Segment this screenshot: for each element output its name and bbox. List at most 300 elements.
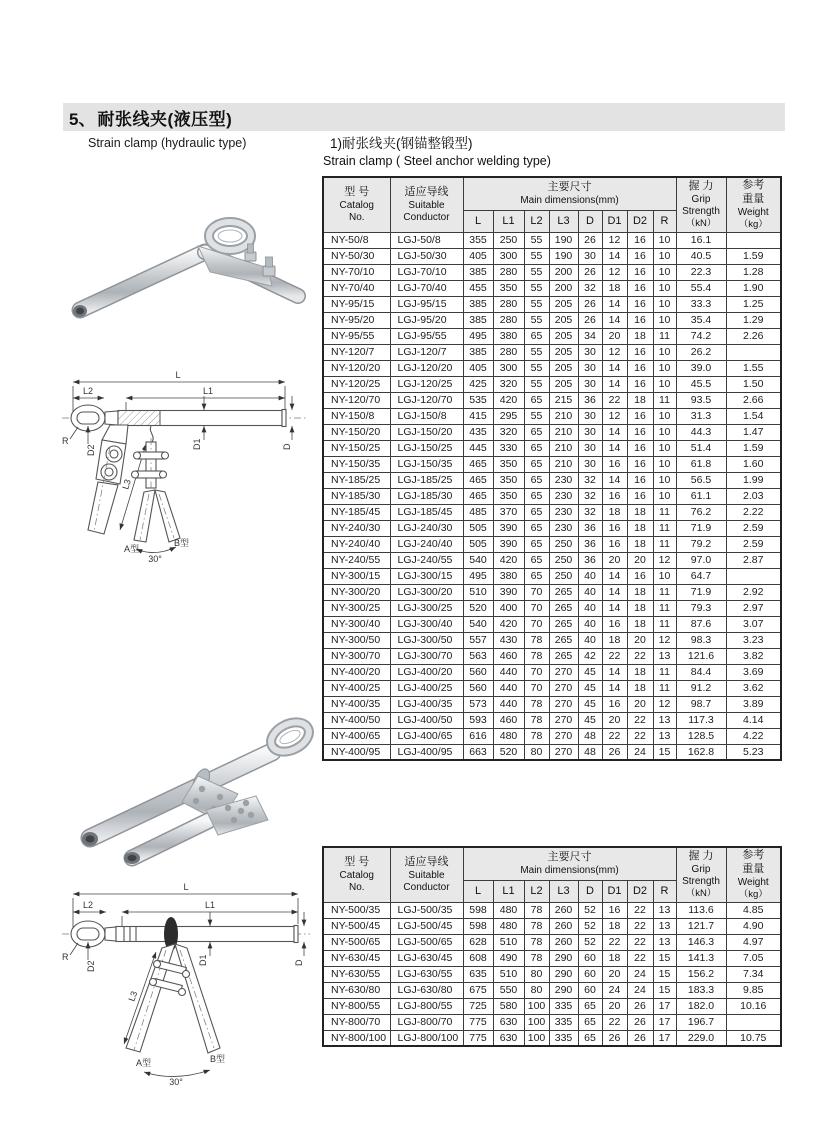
table-cell: 16 bbox=[627, 344, 653, 360]
table-cell: 12 bbox=[602, 264, 627, 280]
table-cell: 18 bbox=[627, 504, 653, 520]
table-cell: 608 bbox=[463, 950, 493, 966]
table-cell: 91.2 bbox=[676, 680, 726, 696]
table-cell: 430 bbox=[493, 632, 524, 648]
table-cell: 30 bbox=[578, 248, 602, 264]
table-cell: 1.29 bbox=[726, 312, 781, 328]
table-row bbox=[323, 552, 781, 568]
table-cell: 10 bbox=[653, 488, 676, 504]
table-cell: 182.0 bbox=[676, 998, 726, 1014]
table-cell: 1.50 bbox=[726, 376, 781, 392]
col-header-D2: D2 bbox=[627, 210, 653, 232]
table-cell: 16 bbox=[627, 232, 653, 248]
table-cell: 22 bbox=[627, 902, 653, 918]
table-cell: 16 bbox=[627, 472, 653, 488]
table-cell: 10.16 bbox=[726, 998, 781, 1014]
table-cell: 205 bbox=[549, 360, 578, 376]
table-cell: 11 bbox=[653, 616, 676, 632]
table-cell: 98.3 bbox=[676, 632, 726, 648]
table-cell: 16 bbox=[602, 616, 627, 632]
table-cell: 79.2 bbox=[676, 536, 726, 552]
table-cell: 11 bbox=[653, 328, 676, 344]
table-cell: NY-240/30 bbox=[323, 520, 390, 536]
table-cell: 3.23 bbox=[726, 632, 781, 648]
table-cell: LGJ-95/55 bbox=[390, 328, 463, 344]
table-cell: 22 bbox=[627, 648, 653, 664]
table-cell: 26 bbox=[578, 312, 602, 328]
table-cell: 205 bbox=[549, 328, 578, 344]
table-cell: 540 bbox=[463, 552, 493, 568]
col-header-L2: L2 bbox=[524, 210, 549, 232]
table-cell: 14 bbox=[602, 376, 627, 392]
table-cell: 270 bbox=[549, 680, 578, 696]
table-cell: 17 bbox=[653, 998, 676, 1014]
table-cell: 1.54 bbox=[726, 408, 781, 424]
table-cell: 30 bbox=[578, 456, 602, 472]
table-row bbox=[323, 680, 781, 696]
table-cell: 80 bbox=[524, 982, 549, 998]
table-cell: 24 bbox=[602, 982, 627, 998]
table-cell: 40 bbox=[578, 616, 602, 632]
table-cell: LGJ-120/20 bbox=[390, 360, 463, 376]
table-cell: 26 bbox=[602, 1030, 627, 1046]
table-cell: 128.5 bbox=[676, 728, 726, 744]
col-header-L3: L3 bbox=[549, 210, 578, 232]
table-cell: 350 bbox=[493, 456, 524, 472]
table-cell: 16 bbox=[627, 408, 653, 424]
table-cell: 405 bbox=[463, 248, 493, 264]
col-header-weight: 参考 重量 Weight （kg） bbox=[726, 177, 781, 232]
table-cell: 5.23 bbox=[726, 744, 781, 760]
table-cell: 55 bbox=[524, 264, 549, 280]
col-header-grip: 握 力 Grip Strength （kN） bbox=[676, 177, 726, 232]
table-cell: 40 bbox=[578, 568, 602, 584]
table-cell: NY-300/20 bbox=[323, 584, 390, 600]
table-cell: 162.8 bbox=[676, 744, 726, 760]
table-cell: 265 bbox=[549, 600, 578, 616]
table-cell: 79.3 bbox=[676, 600, 726, 616]
col-header-D: D bbox=[578, 210, 602, 232]
table-cell: 45 bbox=[578, 680, 602, 696]
col-header-D1: D1 bbox=[602, 880, 627, 902]
table-cell: 22 bbox=[627, 950, 653, 966]
table-cell bbox=[726, 344, 781, 360]
table-row bbox=[323, 312, 781, 328]
table-cell: 18 bbox=[602, 632, 627, 648]
table-cell: LGJ-120/7 bbox=[390, 344, 463, 360]
table-cell: 440 bbox=[493, 680, 524, 696]
table-cell: 32 bbox=[578, 280, 602, 296]
table-cell: 16.1 bbox=[676, 232, 726, 248]
table-cell: 270 bbox=[549, 712, 578, 728]
table-cell: 183.3 bbox=[676, 982, 726, 998]
table-cell: 22 bbox=[602, 728, 627, 744]
table-cell: 26 bbox=[627, 1030, 653, 1046]
table-cell: 22 bbox=[602, 392, 627, 408]
table-cell: 45.5 bbox=[676, 376, 726, 392]
table-row bbox=[323, 376, 781, 392]
table-cell: 55 bbox=[524, 312, 549, 328]
dim-label-l2: L2 bbox=[82, 900, 94, 910]
angle-label: 30° bbox=[148, 554, 162, 564]
table-cell: 14 bbox=[602, 584, 627, 600]
table-cell: LGJ-300/25 bbox=[390, 600, 463, 616]
table-cell: 196.7 bbox=[676, 1014, 726, 1030]
table-cell bbox=[726, 232, 781, 248]
table-cell: 55 bbox=[524, 360, 549, 376]
table-cell: 60 bbox=[578, 966, 602, 982]
table-cell: 36 bbox=[578, 552, 602, 568]
table-cell: 65 bbox=[578, 998, 602, 1014]
table-cell: 78 bbox=[524, 632, 549, 648]
table-cell: 32 bbox=[578, 504, 602, 520]
table-cell: 45 bbox=[578, 664, 602, 680]
table-cell: NY-150/35 bbox=[323, 456, 390, 472]
table-cell: 14 bbox=[602, 664, 627, 680]
table-cell: 65 bbox=[524, 568, 549, 584]
table-cell: 18 bbox=[627, 664, 653, 680]
table-cell: 22 bbox=[602, 648, 627, 664]
table-cell: 30 bbox=[578, 344, 602, 360]
table-row bbox=[323, 264, 781, 280]
table-cell: 415 bbox=[463, 408, 493, 424]
table-cell: 390 bbox=[493, 536, 524, 552]
table-cell: 80 bbox=[524, 744, 549, 760]
table-cell: 10 bbox=[653, 376, 676, 392]
table-cell: 45 bbox=[578, 696, 602, 712]
table-cell: 4.85 bbox=[726, 902, 781, 918]
table-row bbox=[323, 408, 781, 424]
table-cell: 320 bbox=[493, 424, 524, 440]
table-cell: NY-300/15 bbox=[323, 568, 390, 584]
table-cell: 10 bbox=[653, 232, 676, 248]
table-cell: 16 bbox=[602, 488, 627, 504]
table-cell: 18 bbox=[627, 600, 653, 616]
col-header-conductor: 适应导线 Suitable Conductor bbox=[390, 847, 463, 902]
table-cell: 390 bbox=[493, 584, 524, 600]
table-cell: LGJ-800/70 bbox=[390, 1014, 463, 1030]
table-cell: 98.7 bbox=[676, 696, 726, 712]
table-cell: NY-50/30 bbox=[323, 248, 390, 264]
table-cell: NY-400/35 bbox=[323, 696, 390, 712]
table-cell: NY-400/65 bbox=[323, 728, 390, 744]
table-cell: 1.25 bbox=[726, 296, 781, 312]
table-cell: 210 bbox=[549, 408, 578, 424]
table-row bbox=[323, 632, 781, 648]
table-cell: 540 bbox=[463, 616, 493, 632]
table-cell: 48 bbox=[578, 744, 602, 760]
table-cell: 26 bbox=[578, 264, 602, 280]
table-cell: 11 bbox=[653, 600, 676, 616]
table-row bbox=[323, 568, 781, 584]
table-cell: 78 bbox=[524, 696, 549, 712]
subsection-title-zh: 1)耐张线夹(钢锚整锻型) bbox=[330, 136, 473, 151]
table-cell: 230 bbox=[549, 504, 578, 520]
dim-label-d: D bbox=[294, 959, 304, 966]
table-row bbox=[323, 712, 781, 728]
dim-label-d: D bbox=[282, 443, 292, 450]
table-cell: 10 bbox=[653, 296, 676, 312]
table-cell: 675 bbox=[463, 982, 493, 998]
table-cell: LGJ-50/8 bbox=[390, 232, 463, 248]
table-cell: 65 bbox=[524, 504, 549, 520]
table-cell: 300 bbox=[493, 248, 524, 264]
table-row bbox=[323, 424, 781, 440]
table-cell: 20 bbox=[627, 632, 653, 648]
table-cell: 1.55 bbox=[726, 360, 781, 376]
table-cell: 250 bbox=[493, 232, 524, 248]
table-cell: 55 bbox=[524, 408, 549, 424]
table-cell: 26 bbox=[578, 232, 602, 248]
table-cell: 16 bbox=[602, 536, 627, 552]
table-cell: NY-150/25 bbox=[323, 440, 390, 456]
table-cell: 270 bbox=[549, 696, 578, 712]
table-row bbox=[323, 280, 781, 296]
table-cell: 520 bbox=[463, 600, 493, 616]
table-cell: NY-185/25 bbox=[323, 472, 390, 488]
table-cell: 12 bbox=[602, 408, 627, 424]
table-cell: 12 bbox=[653, 696, 676, 712]
table-cell: 40.5 bbox=[676, 248, 726, 264]
table-cell: 2.59 bbox=[726, 536, 781, 552]
table-cell: 55 bbox=[524, 248, 549, 264]
table-cell: 26 bbox=[602, 744, 627, 760]
table-cell: NY-150/8 bbox=[323, 408, 390, 424]
table-cell: 260 bbox=[549, 918, 578, 934]
table-cell: 440 bbox=[493, 664, 524, 680]
table-cell: LGJ-400/25 bbox=[390, 680, 463, 696]
table-cell: 290 bbox=[549, 982, 578, 998]
table-cell: NY-185/45 bbox=[323, 504, 390, 520]
table2-body bbox=[323, 902, 781, 1046]
table-cell: 26 bbox=[578, 296, 602, 312]
table-cell: 65 bbox=[578, 1014, 602, 1030]
table-cell: 335 bbox=[549, 1014, 578, 1030]
table-cell: 45 bbox=[578, 712, 602, 728]
table-cell: 22 bbox=[602, 934, 627, 950]
table-cell: 65 bbox=[524, 552, 549, 568]
table-cell: 480 bbox=[493, 918, 524, 934]
table-cell: NY-300/50 bbox=[323, 632, 390, 648]
col-header-L1: L1 bbox=[493, 210, 524, 232]
table-cell: 78 bbox=[524, 648, 549, 664]
table-cell: NY-800/100 bbox=[323, 1030, 390, 1046]
table-cell: 13 bbox=[653, 648, 676, 664]
table-cell: 97.0 bbox=[676, 552, 726, 568]
table-cell: 78 bbox=[524, 728, 549, 744]
table-cell: 16 bbox=[627, 248, 653, 264]
table-cell: 65 bbox=[524, 456, 549, 472]
table-cell: 16 bbox=[627, 456, 653, 472]
table-cell: 48 bbox=[578, 728, 602, 744]
section-number: 5、 bbox=[69, 109, 96, 129]
table-cell: 24 bbox=[627, 982, 653, 998]
table-row bbox=[323, 232, 781, 248]
table-row bbox=[323, 248, 781, 264]
subsection-title-en: Strain clamp ( Steel anchor welding type) bbox=[323, 154, 551, 168]
table-cell: 10 bbox=[653, 280, 676, 296]
table-cell: 65 bbox=[524, 328, 549, 344]
table-cell: 200 bbox=[549, 264, 578, 280]
table-cell: 55 bbox=[524, 376, 549, 392]
table-cell: 490 bbox=[493, 950, 524, 966]
col-header-D1: D1 bbox=[602, 210, 627, 232]
table-cell: 210 bbox=[549, 456, 578, 472]
type-b-label: B型 bbox=[210, 1054, 226, 1064]
table-cell: 14 bbox=[602, 568, 627, 584]
col-header-D2: D2 bbox=[627, 880, 653, 902]
table-cell: 205 bbox=[549, 296, 578, 312]
table-cell: 535 bbox=[463, 392, 493, 408]
table-cell: 65 bbox=[524, 424, 549, 440]
table-row bbox=[323, 696, 781, 712]
table-cell: 20 bbox=[602, 998, 627, 1014]
table-cell: 11 bbox=[653, 536, 676, 552]
table-cell: 78 bbox=[524, 950, 549, 966]
table-cell: 52 bbox=[578, 918, 602, 934]
table-cell: LGJ-400/50 bbox=[390, 712, 463, 728]
table-row bbox=[323, 1014, 781, 1030]
table-cell: 505 bbox=[463, 520, 493, 536]
table-cell: 70 bbox=[524, 616, 549, 632]
table-cell: 385 bbox=[463, 296, 493, 312]
table-cell: 16 bbox=[627, 312, 653, 328]
table-cell: 30 bbox=[578, 408, 602, 424]
table-cell: 205 bbox=[549, 344, 578, 360]
col-header-conductor: 适应导线 Suitable Conductor bbox=[390, 177, 463, 232]
col-header-catalog: 型 号 Catalog No. bbox=[323, 847, 390, 902]
table-cell: 4.90 bbox=[726, 918, 781, 934]
table1-body bbox=[323, 232, 781, 760]
table-cell: 598 bbox=[463, 902, 493, 918]
col-header-grip: 握 力 Grip Strength （kN） bbox=[676, 847, 726, 902]
table-cell: 563 bbox=[463, 648, 493, 664]
table-cell: 270 bbox=[549, 744, 578, 760]
table-row bbox=[323, 744, 781, 760]
dimension-drawing-anchor-type bbox=[58, 352, 320, 587]
table-row bbox=[323, 648, 781, 664]
table-cell: 18 bbox=[627, 584, 653, 600]
table-row bbox=[323, 520, 781, 536]
table-cell: 70 bbox=[524, 584, 549, 600]
table-cell: 20 bbox=[602, 552, 627, 568]
table-row bbox=[323, 472, 781, 488]
table-row bbox=[323, 918, 781, 934]
table-cell: 616 bbox=[463, 728, 493, 744]
table-cell: 480 bbox=[493, 902, 524, 918]
table-cell: 78 bbox=[524, 934, 549, 950]
table-cell: 3.89 bbox=[726, 696, 781, 712]
product-photo-straight-clamp bbox=[60, 690, 320, 870]
table-cell: 280 bbox=[493, 264, 524, 280]
table-cell: 13 bbox=[653, 728, 676, 744]
table-cell: 10 bbox=[653, 344, 676, 360]
table-row bbox=[323, 664, 781, 680]
table-cell: 20 bbox=[627, 696, 653, 712]
col-header-dimensions: 主要尺寸 Main dimensions(mm) bbox=[463, 847, 676, 880]
table-cell: 10 bbox=[653, 248, 676, 264]
table-cell: LGJ-400/20 bbox=[390, 664, 463, 680]
table-cell: 18 bbox=[602, 918, 627, 934]
table-cell: 663 bbox=[463, 744, 493, 760]
table-row bbox=[323, 616, 781, 632]
table-cell: 71.9 bbox=[676, 584, 726, 600]
table-cell: 18 bbox=[627, 616, 653, 632]
table-cell: 330 bbox=[493, 440, 524, 456]
table-cell: NY-630/45 bbox=[323, 950, 390, 966]
table-cell: 121.6 bbox=[676, 648, 726, 664]
table-cell: 445 bbox=[463, 440, 493, 456]
col-header-dimensions: 主要尺寸 Main dimensions(mm) bbox=[463, 177, 676, 210]
table-cell: 485 bbox=[463, 504, 493, 520]
table-cell: 22 bbox=[627, 918, 653, 934]
table-cell: 725 bbox=[463, 998, 493, 1014]
table-cell: LGJ-300/15 bbox=[390, 568, 463, 584]
table-cell: 370 bbox=[493, 504, 524, 520]
table-cell: NY-500/35 bbox=[323, 902, 390, 918]
table-cell: 385 bbox=[463, 264, 493, 280]
table-cell: LGJ-95/15 bbox=[390, 296, 463, 312]
table-cell: LGJ-50/30 bbox=[390, 248, 463, 264]
table-cell: LGJ-400/65 bbox=[390, 728, 463, 744]
table-cell: 100 bbox=[524, 1030, 549, 1046]
table-cell: NY-70/10 bbox=[323, 264, 390, 280]
table-cell: 12 bbox=[602, 232, 627, 248]
table-cell: 10 bbox=[653, 472, 676, 488]
table-cell: 13 bbox=[653, 934, 676, 950]
table-cell: 16 bbox=[602, 902, 627, 918]
table-cell: 265 bbox=[549, 616, 578, 632]
table-cell: 630 bbox=[493, 1014, 524, 1030]
table-cell: 87.6 bbox=[676, 616, 726, 632]
table-cell: 775 bbox=[463, 1030, 493, 1046]
table-cell: LGJ-185/45 bbox=[390, 504, 463, 520]
table-cell: 156.2 bbox=[676, 966, 726, 982]
table-cell: 265 bbox=[549, 648, 578, 664]
table-cell: NY-300/70 bbox=[323, 648, 390, 664]
table-cell: 9.85 bbox=[726, 982, 781, 998]
dim-label-d1: D1 bbox=[192, 438, 202, 450]
table-cell: 100 bbox=[524, 1014, 549, 1030]
table-cell: 33.3 bbox=[676, 296, 726, 312]
table-cell: 480 bbox=[493, 728, 524, 744]
table-cell: 32 bbox=[578, 472, 602, 488]
table-cell: 80 bbox=[524, 966, 549, 982]
table-cell: 11 bbox=[653, 520, 676, 536]
table-cell: 16 bbox=[627, 488, 653, 504]
table-cell: 510 bbox=[463, 584, 493, 600]
table-cell: 335 bbox=[549, 998, 578, 1014]
table-cell: 18 bbox=[627, 328, 653, 344]
dimension-drawing-welding-type bbox=[58, 872, 320, 1090]
table-cell: 2.26 bbox=[726, 328, 781, 344]
table-cell: 12 bbox=[653, 632, 676, 648]
table-cell: LGJ-150/35 bbox=[390, 456, 463, 472]
table-cell: 350 bbox=[493, 488, 524, 504]
table-cell: LGJ-70/10 bbox=[390, 264, 463, 280]
table-cell: 65 bbox=[524, 440, 549, 456]
table-cell: 465 bbox=[463, 488, 493, 504]
table-cell: 84.4 bbox=[676, 664, 726, 680]
table-cell: 22 bbox=[627, 728, 653, 744]
table-cell: NY-240/55 bbox=[323, 552, 390, 568]
table-cell: 280 bbox=[493, 312, 524, 328]
table-cell: 13 bbox=[653, 918, 676, 934]
col-header-R: R bbox=[653, 210, 676, 232]
table-row bbox=[323, 728, 781, 744]
table-cell: 18 bbox=[602, 280, 627, 296]
table-cell: 4.22 bbox=[726, 728, 781, 744]
